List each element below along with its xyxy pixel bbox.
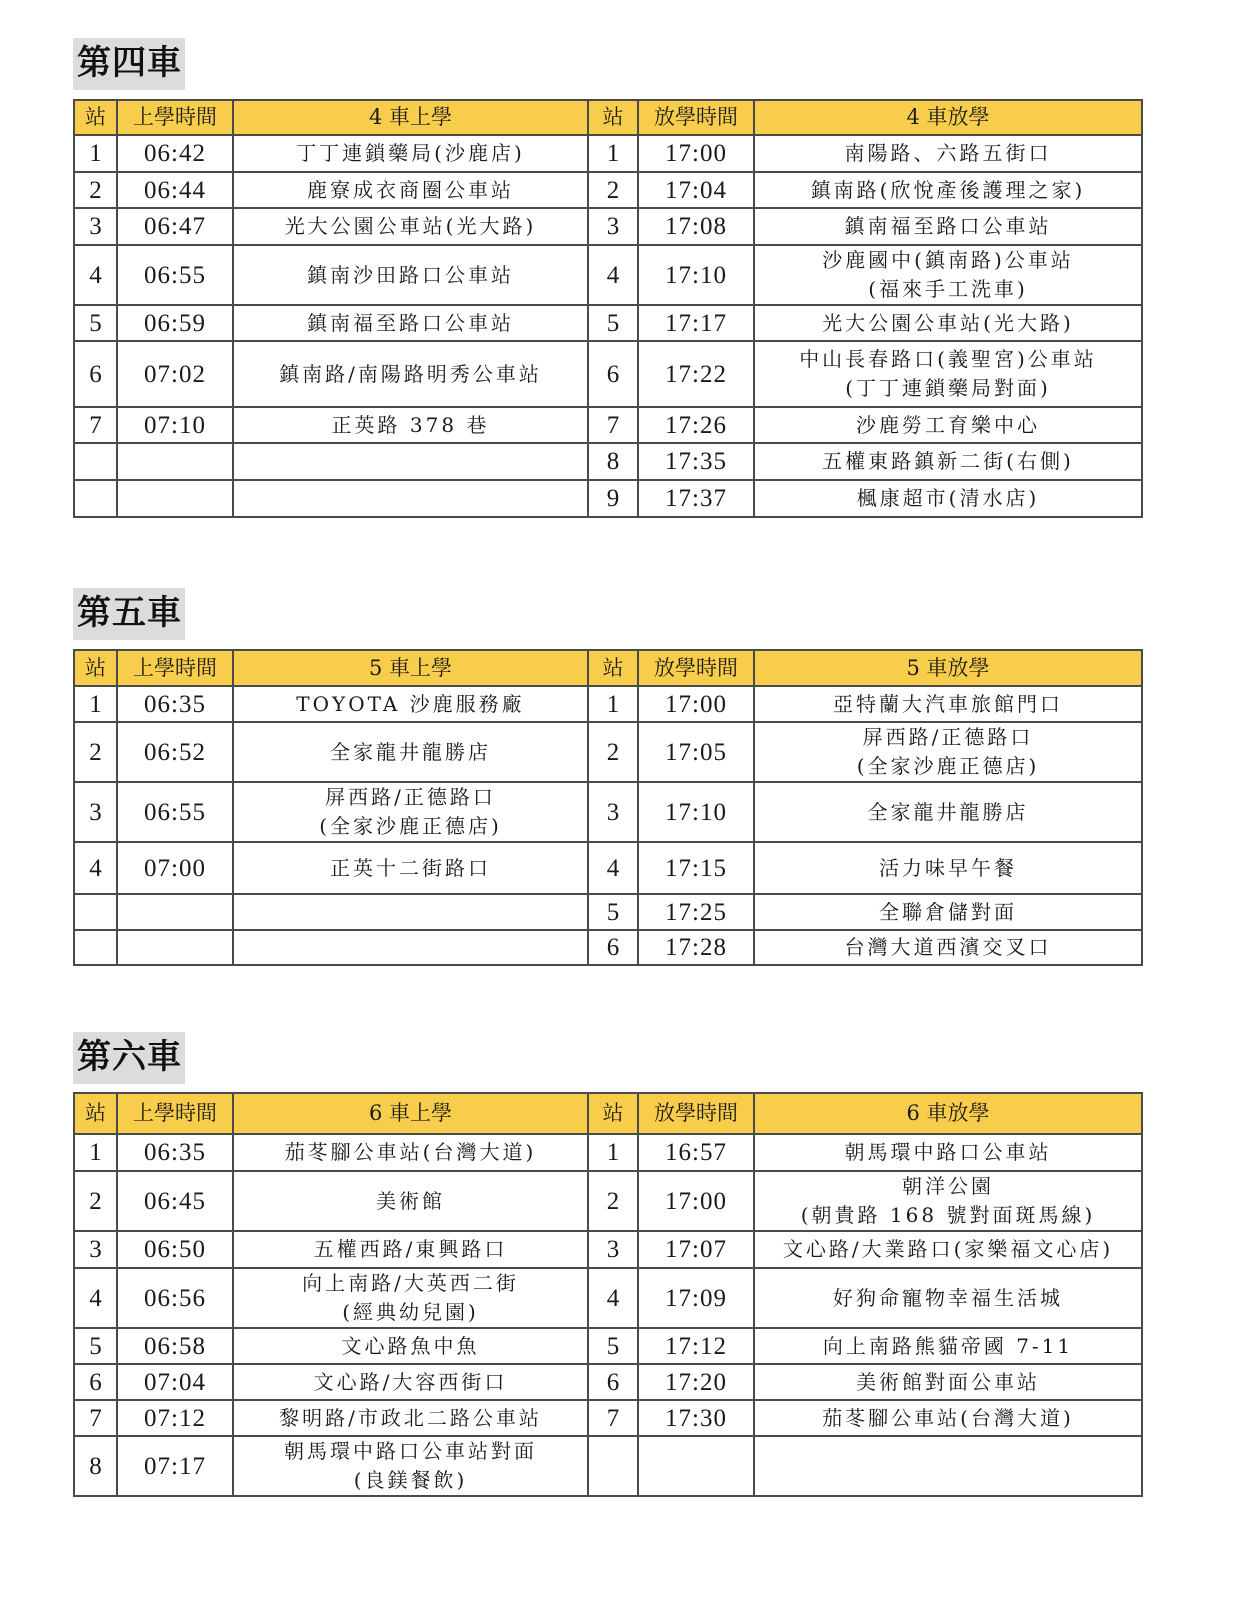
am-departure-time: 06:42 (117, 135, 233, 172)
pm-stop-number: 7 (588, 1400, 638, 1436)
header-time-pm: 放學時間 (638, 100, 754, 135)
pm-departure-time: 17:00 (638, 686, 754, 722)
am-stop-name (233, 1436, 588, 1496)
stop-name-line: 鎮南福至路口公車站 (307, 310, 514, 335)
stop-name-line: 五權東路鎮新二街(右側) (822, 449, 1074, 473)
header-time-pm: 放學時間 (638, 1093, 754, 1134)
stop-name-line: 文心路魚中魚 (341, 1333, 480, 1358)
am-stop-number: 3 (74, 1231, 117, 1268)
stop-name-line: 文心路/大容西街口 (313, 1369, 508, 1394)
pm-departure-time: 17:10 (638, 782, 754, 842)
pm-departure-time: 17:05 (638, 722, 754, 782)
am-stop-name (233, 722, 588, 782)
pm-stop-name (754, 1436, 1142, 1496)
pm-stop-name (754, 1231, 1142, 1268)
am-stop-number (74, 480, 117, 517)
stop-name-line: 光大公園公車站(光大路) (822, 310, 1074, 335)
am-departure-time (117, 894, 233, 930)
pm-stop-name (754, 930, 1142, 965)
stop-name-line: 美術館對面公車站 (856, 1369, 1040, 1394)
am-departure-time: 06:44 (117, 172, 233, 208)
am-stop-name (233, 443, 588, 480)
stop-name-line: 朝馬環中路口公車站 (844, 1140, 1052, 1164)
stop-name-line: 朝馬環中路口公車站對面 (284, 1439, 537, 1463)
pm-stop-name (754, 686, 1142, 722)
pm-departure-time: 17:20 (638, 1364, 754, 1400)
am-stop-number: 3 (74, 208, 117, 245)
stop-name-note: (良鎂餐飲) (353, 1468, 468, 1492)
am-stop-name (233, 1328, 588, 1364)
stop-name-line: 黎明路/市政北二路公車站 (279, 1405, 542, 1430)
am-stop-number (74, 894, 117, 930)
am-stop-name (233, 894, 588, 930)
am-stop-number: 1 (74, 686, 117, 722)
pm-stop-name (754, 135, 1142, 172)
pm-departure-time: 17:10 (638, 245, 754, 305)
stop-name-line: 全家龍井龍勝店 (330, 739, 491, 764)
pm-departure-time: 17:22 (638, 341, 754, 407)
bus-5-title: 第五車 (73, 588, 185, 640)
header-stop-no-am: 站 (74, 650, 117, 686)
pm-departure-time: 17:26 (638, 407, 754, 443)
pm-departure-time: 17:25 (638, 894, 754, 930)
pm-departure-time: 17:00 (638, 135, 754, 172)
pm-stop-name (754, 722, 1142, 782)
pm-departure-time: 17:17 (638, 305, 754, 341)
am-stop-name (233, 686, 588, 722)
pm-stop-number: 4 (588, 245, 638, 305)
am-departure-time: 06:56 (117, 1268, 233, 1328)
pm-stop-number: 4 (588, 842, 638, 894)
am-departure-time: 07:10 (117, 407, 233, 443)
am-stop-name (233, 341, 588, 407)
header-time-am: 上學時間 (117, 1093, 233, 1134)
stop-name-line: 茄苳腳公車站(台灣大道) (284, 1140, 537, 1164)
am-stop-number: 2 (74, 1171, 117, 1231)
table-row (74, 1400, 1142, 1436)
pm-stop-name (754, 1268, 1142, 1328)
am-stop-name (233, 1231, 588, 1268)
am-stop-name (233, 842, 588, 894)
table-header-row (74, 1093, 1142, 1134)
am-stop-number: 1 (74, 135, 117, 172)
stop-name-line: 沙鹿勞工育樂中心 (856, 412, 1040, 437)
stop-name-line: 文心路/大業路口(家樂福文心店) (782, 1237, 1114, 1261)
pm-stop-number: 6 (588, 930, 638, 965)
header-route-pm: 6 車放學 (754, 1093, 1142, 1134)
am-stop-name (233, 172, 588, 208)
table-row (74, 135, 1142, 172)
pm-stop-number: 8 (588, 443, 638, 480)
table-row (74, 305, 1142, 341)
am-stop-name (233, 930, 588, 965)
stop-name-line: 南陽路、六路五街口 (844, 141, 1052, 165)
bus-6-section (73, 1032, 1141, 1492)
am-stop-number: 2 (74, 722, 117, 782)
stop-name-line: 朝洋公園 (902, 1174, 994, 1198)
am-stop-number: 6 (74, 1364, 117, 1400)
stop-name-line: 楓康超市(清水店) (856, 486, 1040, 510)
stop-name-line: 美術館 (376, 1188, 445, 1213)
header-route-am: 5 車上學 (233, 650, 588, 686)
am-stop-name (233, 305, 588, 341)
am-stop-number: 2 (74, 172, 117, 208)
pm-stop-number: 4 (588, 1268, 638, 1328)
am-departure-time: 06:45 (117, 1171, 233, 1231)
am-departure-time: 07:12 (117, 1400, 233, 1436)
pm-stop-number: 7 (588, 407, 638, 443)
table-header-row (74, 650, 1142, 686)
am-departure-time: 06:58 (117, 1328, 233, 1364)
table-row (74, 245, 1142, 305)
stop-name-line: 鎮南福至路口公車站 (844, 214, 1052, 238)
pm-stop-name (754, 842, 1142, 894)
stop-name-line: 鎮南沙田路口公車站 (307, 262, 514, 287)
am-stop-name (233, 135, 588, 172)
stop-name-line: 全聯倉儲對面 (879, 899, 1017, 924)
stop-name-line: 向上南路熊貓帝國 7-11 (822, 1333, 1074, 1358)
stop-name-note: (福來手工洗車) (868, 277, 1028, 301)
pm-stop-name (754, 208, 1142, 245)
am-departure-time: 06:35 (117, 1134, 233, 1171)
pm-stop-number: 5 (588, 1328, 638, 1364)
header-route-am: 4 車上學 (233, 100, 588, 135)
stop-name-line: 向上南路/大英西二街 (302, 1271, 519, 1295)
am-departure-time: 06:59 (117, 305, 233, 341)
header-time-am: 上學時間 (117, 650, 233, 686)
stop-name-note: (朝貴路 168 號對面斑馬線) (800, 1203, 1096, 1227)
am-stop-number: 4 (74, 1268, 117, 1328)
pm-stop-number: 2 (588, 1171, 638, 1231)
stop-name-line: 鎮南路(欣悅產後護理之家) (810, 177, 1086, 202)
am-stop-name (233, 407, 588, 443)
pm-stop-number: 1 (588, 135, 638, 172)
am-stop-name (233, 1364, 588, 1400)
pm-departure-time: 17:30 (638, 1400, 754, 1436)
am-stop-number: 6 (74, 341, 117, 407)
stop-name-line: 亞特蘭大汽車旅館門口 (833, 691, 1063, 716)
bus-6-title: 第六車 (73, 1032, 185, 1084)
header-route-pm: 5 車放學 (754, 650, 1142, 686)
pm-stop-number: 3 (588, 208, 638, 245)
table-row (74, 782, 1142, 842)
stop-name-line: 鹿寮成衣商圈公車站 (307, 177, 514, 202)
am-stop-number: 5 (74, 305, 117, 341)
table-row (74, 480, 1142, 517)
table-row (74, 1328, 1142, 1364)
pm-stop-name (754, 245, 1142, 305)
pm-stop-number: 5 (588, 894, 638, 930)
stop-name-line: 屏西路/正德路口 (862, 725, 1034, 749)
pm-stop-number: 3 (588, 1231, 638, 1268)
bus-4-table (73, 99, 1143, 518)
header-stop-no-pm: 站 (588, 1093, 638, 1134)
pm-departure-time: 17:12 (638, 1328, 754, 1364)
am-stop-number: 7 (74, 407, 117, 443)
header-stop-no-pm: 站 (588, 650, 638, 686)
bus-5-table (73, 649, 1143, 966)
pm-departure-time: 16:57 (638, 1134, 754, 1171)
am-stop-number: 7 (74, 1400, 117, 1436)
pm-departure-time: 17:08 (638, 208, 754, 245)
table-row (74, 930, 1142, 965)
am-departure-time: 06:35 (117, 686, 233, 722)
table-row (74, 407, 1142, 443)
am-stop-name (233, 1134, 588, 1171)
pm-stop-number: 1 (588, 1134, 638, 1171)
pm-stop-name (754, 1328, 1142, 1364)
am-stop-number: 5 (74, 1328, 117, 1364)
table-row (74, 172, 1142, 208)
header-route-pm: 4 車放學 (754, 100, 1142, 135)
stop-name-line: 光大公園公車站(光大路) (284, 214, 537, 238)
am-stop-name (233, 480, 588, 517)
pm-stop-name (754, 1364, 1142, 1400)
pm-departure-time: 17:28 (638, 930, 754, 965)
am-departure-time (117, 930, 233, 965)
am-departure-time: 06:50 (117, 1231, 233, 1268)
pm-stop-number: 3 (588, 782, 638, 842)
pm-departure-time: 17:35 (638, 443, 754, 480)
header-route-am: 6 車上學 (233, 1093, 588, 1134)
header-stop-no-am: 站 (74, 100, 117, 135)
stop-name-line: 活力味早午餐 (879, 855, 1017, 880)
header-stop-no-am: 站 (74, 1093, 117, 1134)
am-stop-number: 4 (74, 245, 117, 305)
pm-stop-name (754, 305, 1142, 341)
pm-departure-time: 17:09 (638, 1268, 754, 1328)
pm-stop-name (754, 1400, 1142, 1436)
am-stop-number: 1 (74, 1134, 117, 1171)
pm-stop-number: 1 (588, 686, 638, 722)
pm-stop-name (754, 480, 1142, 517)
table-row (74, 1268, 1142, 1328)
pm-stop-number (588, 1436, 638, 1496)
pm-stop-number: 9 (588, 480, 638, 517)
table-header-row (74, 100, 1142, 135)
am-departure-time (117, 443, 233, 480)
am-stop-name (233, 1171, 588, 1231)
am-stop-number (74, 443, 117, 480)
header-time-pm: 放學時間 (638, 650, 754, 686)
bus-6-table (73, 1092, 1143, 1497)
pm-stop-name (754, 782, 1142, 842)
stop-name-note: (全家沙鹿正德店) (856, 754, 1040, 778)
am-departure-time: 07:04 (117, 1364, 233, 1400)
pm-stop-name (754, 341, 1142, 407)
pm-stop-name (754, 1134, 1142, 1171)
pm-stop-number: 6 (588, 341, 638, 407)
table-row (74, 1364, 1142, 1400)
pm-departure-time: 17:37 (638, 480, 754, 517)
pm-departure-time: 17:15 (638, 842, 754, 894)
stop-name-line: 全家龍井龍勝店 (867, 799, 1029, 824)
header-stop-no-pm: 站 (588, 100, 638, 135)
table-row (74, 842, 1142, 894)
table-row (74, 1436, 1142, 1496)
stop-name-note: (經典幼兒園) (342, 1300, 479, 1324)
table-row (74, 443, 1142, 480)
pm-departure-time: 17:07 (638, 1231, 754, 1268)
am-stop-number: 8 (74, 1436, 117, 1496)
pm-stop-name (754, 407, 1142, 443)
am-departure-time: 06:55 (117, 245, 233, 305)
stop-name-line: 正英路 378 巷 (331, 412, 490, 437)
am-stop-number: 3 (74, 782, 117, 842)
am-departure-time: 07:00 (117, 842, 233, 894)
pm-stop-name (754, 443, 1142, 480)
am-departure-time: 06:52 (117, 722, 233, 782)
pm-stop-number: 6 (588, 1364, 638, 1400)
table-row (74, 1231, 1142, 1268)
am-stop-name (233, 208, 588, 245)
table-row (74, 208, 1142, 245)
table-row (74, 722, 1142, 782)
stop-name-line: 屏西路/正德路口 (325, 785, 496, 809)
stop-name-line: 正英十二街路口 (330, 855, 491, 880)
bus-4-title: 第四車 (73, 38, 185, 90)
am-departure-time: 07:17 (117, 1436, 233, 1496)
am-stop-name (233, 1400, 588, 1436)
bus-5-section (73, 588, 1141, 961)
am-stop-name (233, 782, 588, 842)
pm-departure-time: 17:04 (638, 172, 754, 208)
pm-stop-number: 2 (588, 172, 638, 208)
pm-stop-number: 2 (588, 722, 638, 782)
am-departure-time: 06:55 (117, 782, 233, 842)
stop-name-line: 茄苳腳公車站(台灣大道) (822, 1405, 1074, 1430)
pm-stop-name (754, 172, 1142, 208)
table-row (74, 1134, 1142, 1171)
stop-name-line: 台灣大道西濱交叉口 (844, 935, 1052, 959)
am-stop-name (233, 245, 588, 305)
am-departure-time: 06:47 (117, 208, 233, 245)
stop-name-line: 丁丁連鎖藥局(沙鹿店) (296, 141, 525, 165)
stop-name-line: 鎮南路/南陽路明秀公車站 (279, 361, 542, 386)
pm-stop-number: 5 (588, 305, 638, 341)
am-stop-number: 4 (74, 842, 117, 894)
table-row (74, 686, 1142, 722)
table-row (74, 1171, 1142, 1231)
stop-name-line: 五權西路/東興路口 (313, 1237, 508, 1261)
stop-name-note: (全家沙鹿正德店) (319, 814, 502, 838)
stop-name-line: 中山長春路口(義聖宮)公車站 (799, 347, 1097, 371)
bus-4-section (73, 38, 1141, 512)
am-stop-name (233, 1268, 588, 1328)
pm-departure-time: 17:00 (638, 1171, 754, 1231)
stop-name-line: TOYOTA 沙鹿服務廠 (296, 691, 525, 716)
am-departure-time (117, 480, 233, 517)
stop-name-line: 好狗命寵物幸福生活城 (833, 1285, 1063, 1310)
table-row (74, 894, 1142, 930)
stop-name-line: 沙鹿國中(鎮南路)公車站 (822, 248, 1074, 272)
table-row (74, 341, 1142, 407)
pm-stop-name (754, 894, 1142, 930)
pm-stop-name (754, 1171, 1142, 1231)
pm-departure-time (638, 1436, 754, 1496)
stop-name-note: (丁丁連鎖藥局對面) (845, 376, 1051, 400)
am-stop-number (74, 930, 117, 965)
header-time-am: 上學時間 (117, 100, 233, 135)
am-departure-time: 07:02 (117, 341, 233, 407)
